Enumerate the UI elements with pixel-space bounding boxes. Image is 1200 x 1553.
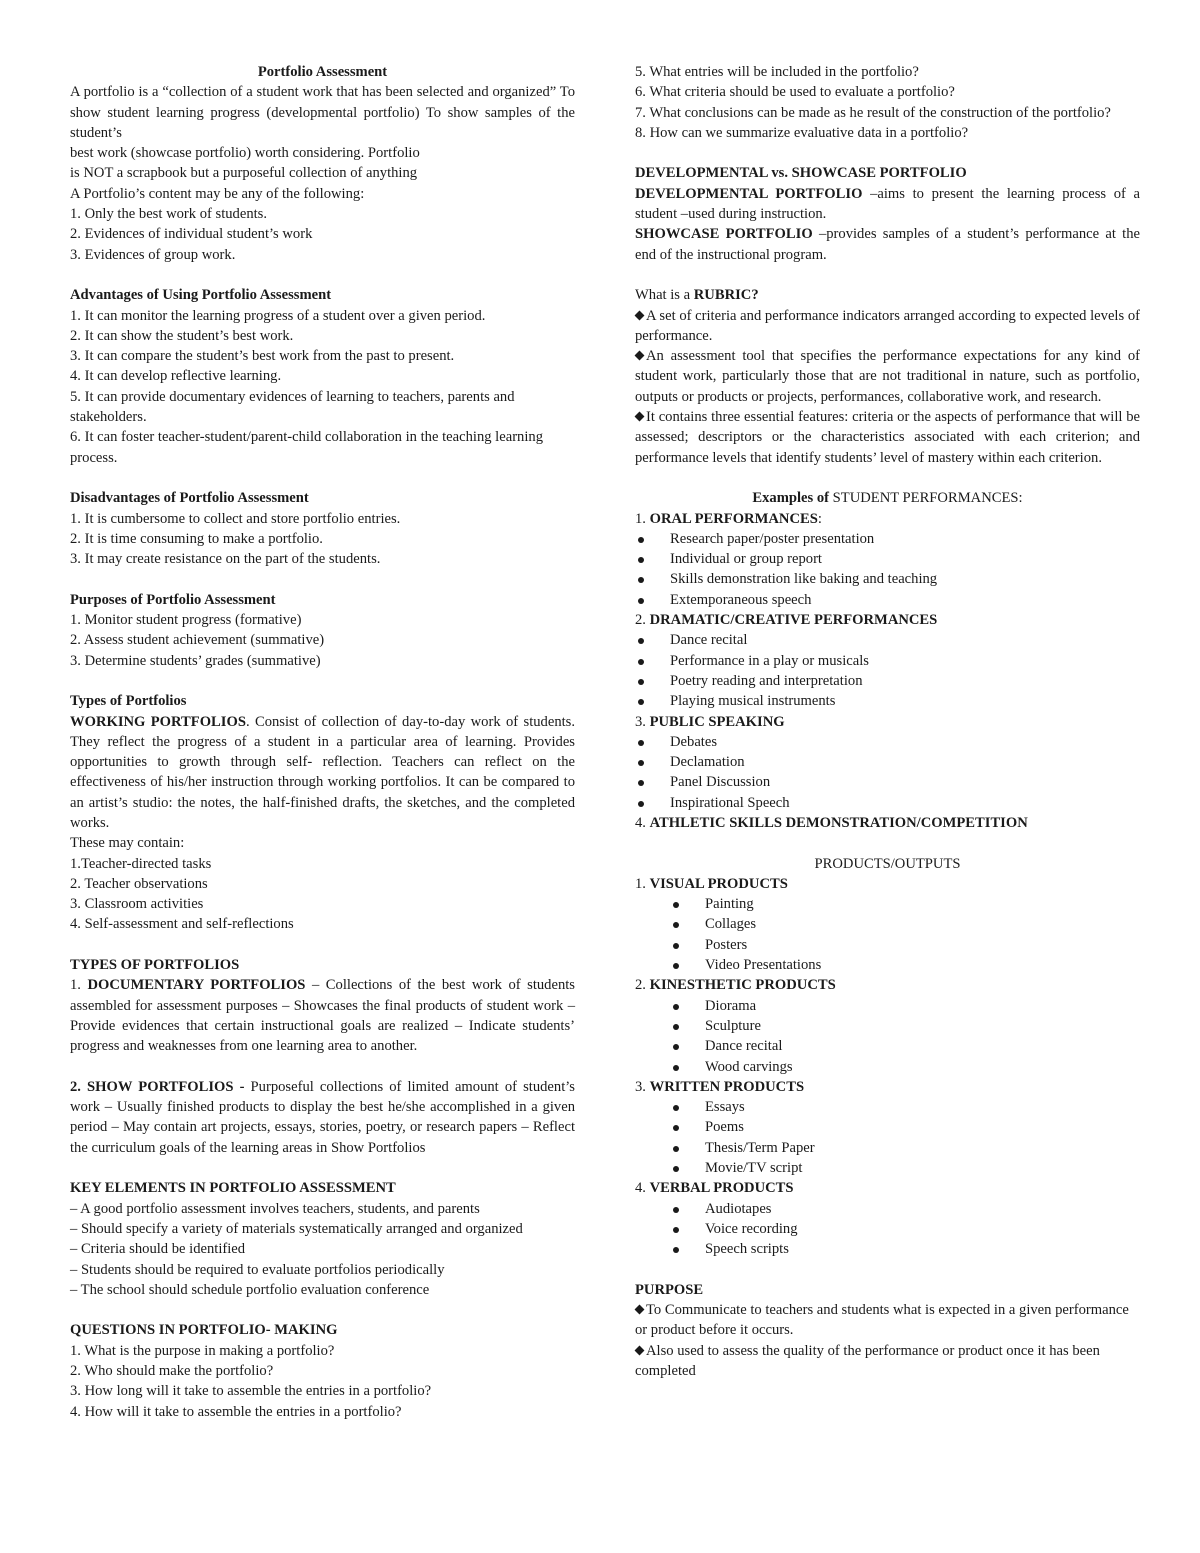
term-text: –provides samples of a student’s performance at the end of the instructional program. [635, 226, 1140, 263]
term-text: Purposeful collections of limited amount of student’s work – Usually finished products to display the best he/she accomplished in a given period – May contain art projects, essays, stories, poetry, or research papers – Reflect the curriculum goals of the learning areas in Show Portfolios [70, 1078, 575, 1156]
bullet-item: Wood carvings [635, 1057, 1140, 1077]
bullet-icon [673, 1207, 679, 1213]
show-portfolios-paragraph [70, 1077, 575, 1158]
bullet-item: Inspirational Speech [635, 793, 1140, 813]
section-heading: Purposes of Portfolio Assessment [70, 591, 276, 608]
list-item: – Criteria should be identified [70, 1241, 246, 1258]
showcase-portfolio-paragraph [635, 224, 1140, 265]
bullet-item: Audiotapes [635, 1199, 1140, 1219]
list-item: 4. Self-assessment and self-reflections [70, 916, 294, 933]
list-item: 4. How will it take to assemble the entries in a portfolio? [70, 1403, 402, 1420]
diamond-bullet-icon [635, 1345, 645, 1355]
bullet-icon [673, 1105, 679, 1111]
list-item: 2. It is time consuming to make a portfolio. [70, 530, 323, 547]
term-label: 2. SHOW PORTFOLIOS - [70, 1078, 245, 1095]
list-item: 4. It can develop reflective learning. [70, 368, 282, 385]
bullet-icon [673, 1125, 679, 1131]
bullet-icon [638, 659, 644, 665]
bullet-item: Research paper/poster presentation [635, 529, 1140, 549]
bullet-item: Skills demonstration like baking and teaching [635, 569, 1140, 589]
bullet-icon [673, 963, 679, 969]
bullet-item: Video Presentations [635, 955, 1140, 975]
bullet-item: Panel Discussion [635, 772, 1140, 792]
section-heading: Disadvantages of Portfolio Assessment [70, 490, 309, 507]
diamond-bullet-icon [635, 412, 645, 422]
bullet-icon [673, 902, 679, 908]
rubric-heading: What is a RUBRIC? [635, 287, 759, 304]
bullet-item: Declamation [635, 752, 1140, 772]
bullet-item: Essays [635, 1097, 1140, 1117]
bullet-icon [638, 699, 644, 705]
bullet-item: Posters [635, 935, 1140, 955]
list-item: – The school should schedule portfolio evaluation conference [70, 1281, 430, 1298]
term-label: WORKING PORTFOLIOS [70, 713, 246, 730]
list-item: – Students should be required to evaluate portfolios periodically [70, 1261, 445, 1278]
section-heading: DEVELOPMENTAL vs. SHOWCASE PORTFOLIO [635, 165, 967, 182]
documentary-portfolios-paragraph [70, 975, 575, 1056]
bullet-item: Voice recording [635, 1219, 1140, 1239]
product-category: 1. VISUAL PRODUCTS [635, 875, 788, 892]
bullet-icon [638, 760, 644, 766]
purpose-point: To Communicate to teachers and students what is expected in a given performance or product before it occurs. [635, 1302, 1129, 1339]
bullet-icon [638, 801, 644, 807]
product-category: 3. WRITTEN PRODUCTS [635, 1078, 805, 1095]
left-column [70, 62, 575, 1422]
rubric-point: A set of criteria and performance indicators arranged according to expected levels of performance. [635, 307, 1140, 344]
list-item: 2. Assess student achievement (summative) [70, 632, 325, 649]
list-item: 1. It is cumbersome to collect and store portfolio entries. [70, 510, 401, 527]
intro-line: is NOT a scrapbook but a purposeful collection of anything [70, 165, 418, 182]
intro-line: best work (showcase portfolio) worth considering. Portfolio [70, 145, 420, 162]
list-item: 5. What entries will be included in the portfolio? [635, 64, 919, 80]
bullet-icon [673, 1146, 679, 1152]
list-item: 6. What criteria should be used to evaluate a portfolio? [635, 84, 955, 101]
right-column [635, 62, 1140, 1381]
bullet-item: Sculpture [635, 1016, 1140, 1036]
bullet-item: Movie/TV script [635, 1158, 1140, 1178]
list-item: 5. It can provide documentary evidences of learning to teachers, parents and stakeholders. [70, 388, 515, 426]
bullet-item: Dance recital [635, 630, 1140, 650]
list-item: – Should specify a variety of materials systematically arranged and organized [70, 1220, 523, 1237]
bullet-icon [673, 1024, 679, 1030]
list-item: 3. It may create resistance on the part of the students. [70, 551, 381, 568]
products-heading: PRODUCTS/OUTPUTS [814, 855, 961, 872]
section-heading: PURPOSE [635, 1281, 704, 1298]
list-item: 1.Teacher-directed tasks [70, 855, 212, 872]
bullet-icon [673, 1044, 679, 1050]
bullet-item: Diorama [635, 996, 1140, 1016]
list-item: 2. Who should make the portfolio? [70, 1363, 274, 1379]
list-item: – A good portfolio assessment involves teachers, students, and parents [70, 1200, 480, 1217]
intro-paragraph: A portfolio is a “collection of a student work that has been selected and organized” To show student learning progress (developmental portfolio) To show samples of the student’s [70, 84, 575, 141]
performance-category: 3. PUBLIC SPEAKING [635, 713, 785, 730]
list-item: 3. It can compare the student’s best work from the past to present. [70, 348, 455, 365]
term-number: 1. [70, 977, 88, 994]
bullet-icon [638, 557, 644, 563]
bullet-icon [673, 1247, 679, 1253]
list-item: 3. Classroom activities [70, 896, 204, 913]
term-label: DOCUMENTARY PORTFOLIOS [87, 977, 306, 994]
bullet-icon [673, 922, 679, 928]
bullet-item: Debates [635, 732, 1140, 752]
section-heading: Advantages of Using Portfolio Assessment [70, 287, 332, 304]
list-item: 8. How can we summarize evaluative data in a portfolio? [635, 124, 969, 141]
rubric-point: It contains three essential features: criteria or the aspects of performance that will be assessed; descriptors or the characteristics associated with each criterion; and performance levels that identify students’ level of mastery within each criterion. [635, 409, 1140, 466]
list-item: 6. It can foster teacher-student/parent-child collaboration in the teaching learning process. [70, 429, 543, 466]
bullet-item: Painting [635, 894, 1140, 914]
bullet-icon [638, 638, 644, 644]
bullet-icon [638, 537, 644, 543]
list-item: 2. It can show the student’s best work. [70, 327, 294, 344]
bullet-icon [638, 740, 644, 746]
term-text: . Consist of collection of day-to-day work of students. They reflect the progress of a student in a particular area of learning. Provides opportunities to growth through self- reflection. Teachers can reflect on the effectiveness of his/her instruction through working portfolios. It can be compared to an artist’s studio: the notes, the half-finished drafts, the sketches, and the completed works. [70, 713, 575, 831]
bullet-icon [638, 679, 644, 685]
bullet-item: Playing musical instruments [635, 691, 1140, 711]
performance-category: 4. ATHLETIC SKILLS DEMONSTRATION/COMPETITION [635, 814, 1028, 831]
bullet-icon [673, 943, 679, 949]
list-item: 1. Monitor student progress (formative) [70, 612, 302, 629]
list-item: 2. Teacher observations [70, 875, 208, 892]
product-category: 2. KINESTHETIC PRODUCTS [635, 977, 836, 994]
term-label: SHOWCASE PORTFOLIO [635, 226, 813, 243]
bullet-icon [673, 1004, 679, 1010]
bullet-icon [638, 577, 644, 583]
document-title: Portfolio Assessment [257, 64, 388, 80]
diamond-bullet-icon [635, 351, 645, 361]
section-heading: TYPES OF PORTFOLIOS [70, 957, 240, 974]
section-heading: QUESTIONS IN PORTFOLIO- MAKING [70, 1322, 338, 1339]
diamond-bullet-icon [635, 310, 645, 320]
purpose-point: Also used to assess the quality of the performance or product once it has been completed [635, 1342, 1100, 1379]
bullet-icon [673, 1065, 679, 1071]
bullet-icon [673, 1166, 679, 1172]
section-heading: KEY ELEMENTS IN PORTFOLIO ASSESSMENT [70, 1180, 396, 1197]
list-item: 2. Evidences of individual student’s work [70, 226, 313, 243]
bullet-item: Performance in a play or musicals [635, 651, 1140, 671]
bullet-icon [638, 598, 644, 604]
intro-line: A Portfolio’s content may be any of the following: [70, 185, 365, 202]
examples-heading: Examples of STUDENT PERFORMANCES: [752, 490, 1023, 507]
product-category: 4. VERBAL PRODUCTS [635, 1180, 794, 1197]
list-item: 3. How long will it take to assemble the entries in a portfolio? [70, 1383, 432, 1400]
bullet-item: Dance recital [635, 1036, 1140, 1056]
bullet-icon [638, 780, 644, 786]
performance-category: 2. DRAMATIC/CREATIVE PERFORMANCES [635, 612, 938, 629]
list-item: 7. What conclusions can be made as he result of the construction of the portfolio? [635, 104, 1111, 121]
term-label: DEVELOPMENTAL PORTFOLIO [635, 185, 863, 202]
list-item: 3. Determine students’ grades (summative) [70, 652, 321, 669]
section-heading: Types of Portfolios [70, 693, 187, 710]
contain-intro: These may contain: [70, 835, 185, 852]
working-portfolios-paragraph [70, 712, 575, 834]
term-text: – Collections of the best work of students assembled for assessment purposes – Showcases the final products of student work – Provide evidences that certain instructional goals are realized – Indicate students’ progress and weaknesses from one learning area to another. [70, 977, 575, 1055]
bullet-item: Thesis/Term Paper [635, 1138, 1140, 1158]
performance-category: 1. ORAL PERFORMANCES: [635, 510, 822, 527]
bullet-item: Poetry reading and interpretation [635, 671, 1140, 691]
bullet-item: Collages [635, 914, 1140, 934]
rubric-point: An assessment tool that specifies the performance expectations for any kind of student work, particularly those that are not traditional in nature, such as portfolio, outputs or products or projects, performances, collaborative work, and research. [635, 348, 1140, 405]
list-item: 3. Evidences of group work. [70, 246, 236, 263]
list-item: 1. It can monitor the learning progress of a student over a given period. [70, 307, 486, 324]
bullet-item: Extemporaneous speech [635, 590, 1140, 610]
list-item: 1. What is the purpose in making a portfolio? [70, 1342, 335, 1359]
bullet-item: Speech scripts [635, 1239, 1140, 1259]
diamond-bullet-icon [635, 1305, 645, 1315]
bullet-item: Individual or group report [635, 549, 1140, 569]
term-text: –aims to present the learning process of a student –used during instruction. [635, 185, 1140, 223]
list-item: 1. Only the best work of students. [70, 206, 267, 223]
bullet-item: Poems [635, 1117, 1140, 1137]
developmental-portfolio-paragraph [635, 184, 1140, 225]
bullet-icon [673, 1227, 679, 1233]
